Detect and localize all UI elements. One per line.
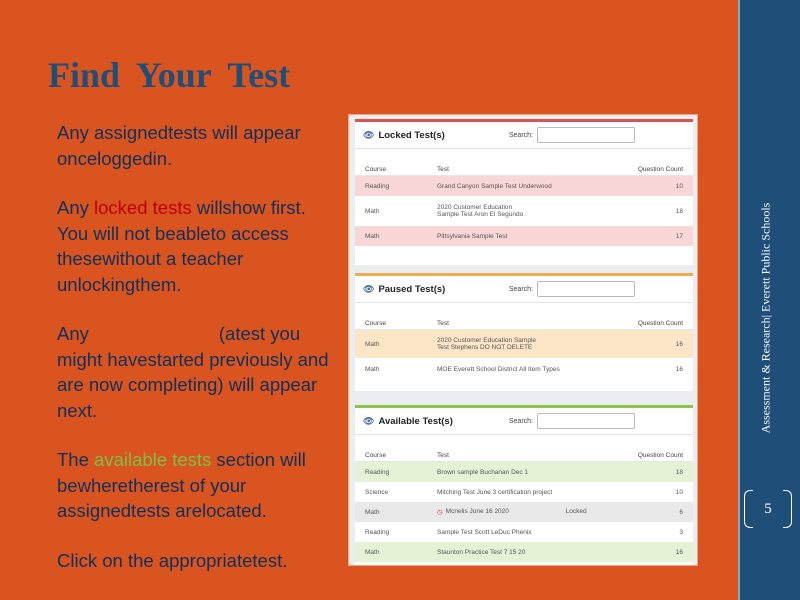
- spacer: [355, 435, 693, 449]
- course-cell: Math: [365, 508, 380, 516]
- table-row[interactable]: [355, 176, 693, 196]
- page-number-value: 5: [764, 500, 772, 517]
- spacer: [355, 303, 693, 317]
- eye-icon: 👁: [363, 129, 375, 140]
- count-cell: 17: [675, 232, 683, 240]
- panel-header: [355, 122, 693, 149]
- locked-tests-panel: [355, 119, 693, 265]
- paragraph-locked: [57, 195, 329, 297]
- organization-label: Assessment & Research| Everett Public Schools: [758, 202, 773, 434]
- text: (atest you might havestarted previously and are now completing) will appear next.: [57, 323, 329, 421]
- table-header: [355, 317, 693, 330]
- table-row[interactable]: [355, 482, 693, 502]
- column-header: Question Count: [637, 451, 683, 459]
- column-header: Course: [365, 165, 386, 173]
- slide-title: Find Your Test: [48, 55, 291, 95]
- paragraph-paused: [57, 321, 329, 423]
- table-row[interactable]: [355, 226, 693, 246]
- test-cell: Mitching Test June 3 certification project: [437, 488, 553, 496]
- course-cell: Reading: [365, 468, 390, 476]
- sidebar-divider: [738, 0, 740, 600]
- table-row[interactable]: [355, 196, 693, 226]
- search-label: Search:: [508, 131, 533, 139]
- table-row[interactable]: [355, 330, 693, 358]
- text: Any: [57, 197, 95, 218]
- eye-icon: 👁: [363, 283, 375, 294]
- column-header: Test: [437, 165, 449, 173]
- available-tests-panel: [355, 405, 693, 566]
- available-tests-highlight: available tests: [94, 449, 212, 470]
- count-cell: 16: [675, 365, 683, 373]
- test-cell: Brown sample Buchanan Dec 1: [437, 468, 529, 476]
- test-cell: Pittsylvania Sample Test: [437, 232, 508, 240]
- paragraph-assigned: Any assignedtests will appear onceloggedin.: [57, 122, 301, 169]
- column-header: Course: [365, 319, 386, 327]
- course-cell: Reading: [365, 528, 390, 536]
- test-name: Mcnelis June 16 2020: [445, 508, 509, 515]
- count-cell: 16: [675, 340, 683, 348]
- column-header: Test: [437, 451, 449, 459]
- column-header: Test: [437, 319, 449, 327]
- text: The: [57, 449, 95, 470]
- table-row[interactable]: [355, 522, 693, 542]
- test-cell: Grand Canyon Sample Test Underwood: [437, 182, 552, 190]
- column-header: Course: [365, 451, 386, 459]
- table-row[interactable]: [355, 502, 693, 522]
- panel-header: [355, 276, 693, 303]
- course-cell: Science: [365, 488, 389, 496]
- slide-body: [57, 120, 329, 597]
- column-header: Question Count: [637, 165, 683, 173]
- course-cell: Math: [365, 340, 380, 348]
- text: Any: [57, 323, 89, 344]
- count-cell: 10: [675, 182, 683, 190]
- search-input[interactable]: [537, 281, 635, 297]
- test-cell: Staunton Practice Test 7 15 20: [437, 548, 526, 556]
- test-list-screenshot: [348, 114, 698, 566]
- search-label: Search:: [508, 285, 533, 293]
- text: section will bewheretherest of your assignedtests arelocated.: [57, 449, 306, 521]
- count-cell: 18: [675, 468, 683, 476]
- panel-title: Locked Test(s): [378, 129, 445, 141]
- course-cell: Math: [365, 365, 380, 373]
- test-cell: 2020 Customer Education Sample Test Aron El Segundo: [437, 204, 524, 218]
- text: willshow first. You will not beableto access thesewithout a teacher unlockingthem.: [57, 197, 306, 295]
- panel-title: Paused Test(s): [378, 283, 446, 295]
- panel-header: [355, 408, 693, 435]
- course-cell: Math: [365, 232, 380, 240]
- page-number: [744, 490, 792, 528]
- table-header: [355, 449, 693, 462]
- count-cell: 6: [679, 508, 683, 516]
- count-cell: 3: [679, 528, 683, 536]
- table-row[interactable]: [355, 462, 693, 482]
- paragraph-click: Click on the appropriatetest.: [57, 549, 288, 571]
- eye-icon: 👁: [363, 415, 375, 426]
- test-cell: Sample Test Scott LeDuc Phenix: [437, 528, 532, 536]
- table-row[interactable]: [355, 358, 693, 380]
- count-cell: 10: [675, 488, 683, 496]
- paragraph-available: [57, 447, 329, 524]
- test-cell: MOE Everett School District All Item Types: [437, 365, 560, 373]
- course-cell: Math: [365, 548, 380, 556]
- status-badge: Locked: [565, 508, 587, 515]
- panel-title: Available Test(s): [378, 415, 453, 427]
- paused-tests-panel: [355, 273, 693, 391]
- count-cell: 18: [675, 207, 683, 215]
- course-cell: Reading: [365, 182, 390, 190]
- table-header: [355, 163, 693, 176]
- spacer: [355, 149, 693, 163]
- test-cell: [437, 508, 613, 516]
- test-cell: 2020 Customer Education Sample Test Stephens DO NOT DELETE: [437, 337, 537, 351]
- search-label: Search:: [508, 417, 533, 425]
- search-input[interactable]: [537, 413, 635, 429]
- clock-icon: ◷: [437, 509, 443, 516]
- locked-tests-highlight: locked tests: [94, 197, 192, 218]
- column-header: Question Count: [637, 319, 683, 327]
- count-cell: 16: [675, 548, 683, 556]
- course-cell: Math: [365, 207, 380, 215]
- search-input[interactable]: [537, 127, 635, 143]
- table-row[interactable]: [355, 542, 693, 562]
